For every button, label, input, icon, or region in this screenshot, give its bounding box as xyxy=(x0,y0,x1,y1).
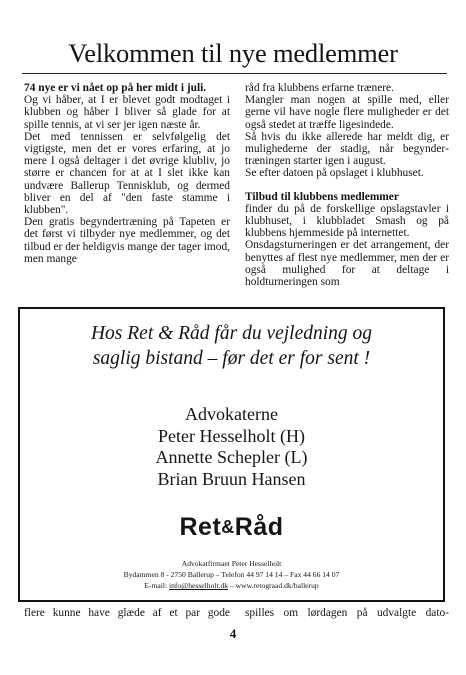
address-firm-line: Advokatfirmaet Peter Hesselholt xyxy=(181,559,282,568)
article-lead: 74 nye er vi nået op på her midt i juli. xyxy=(24,82,207,94)
article-paragraph: Det med tennissen er selvfølgelig det vigtigste, men det er vores erfaring, at jo mere I også deltager i det øvrige klubliv, jo større er chancen for at at I slet ikke kan undvære Ballerup Tennisklub, og dermed bliver en del af "den faste stamme i klubben". xyxy=(24,130,230,217)
article-left-column xyxy=(24,82,230,265)
article-paragraph: Se efter datoen på opslaget i klubhuset. xyxy=(245,167,424,180)
ret-og-raad-logo: Ret&Råd xyxy=(179,513,284,541)
article-paragraph: Den gratis begyndertræning på Tapeten er det først vi tilbyder nye medlemmer, og det tilbud er der heldigvis mange der tager imod, men mange xyxy=(24,216,230,265)
lawyer-name: Peter Hesselholt (H) xyxy=(158,425,305,446)
firm-block xyxy=(20,404,443,490)
article-continuation-right: spilles om lørdagen på udvalgte dato- xyxy=(245,607,449,619)
lawyer-advertisement xyxy=(18,307,445,602)
section-subheading: Tilbud til klubbens medlemmer xyxy=(245,190,399,203)
article-paragraph: Onsdagsturneringen er det arrangement, der benyttes af flest nye medlemmer, men der er også mulighed for at deltage i holdturneringen som xyxy=(245,239,449,289)
address-web-line: E-mail: info@hesselholt.dk – www.retograad.dk/ballerup xyxy=(144,581,319,590)
title-rule xyxy=(22,73,447,74)
article-continuation-left: flere kunne have glæde af et par gode xyxy=(24,607,230,619)
firm-name: Advokaterne xyxy=(185,404,278,424)
web-address: – www.retograad.dk/ballerup xyxy=(228,581,319,590)
lawyer-name: Brian Bruun Hansen xyxy=(157,468,306,489)
address-contact-line: Bydammen 8 - 2750 Ballerup – Telefon 44 97 14 14 – Fax 44 66 14 07 xyxy=(123,570,340,579)
article-paragraph: finder du på de forskellige opslagstavler i klubhuset, i klubbladet Smash og på klubbens hjemmeside på internettet. xyxy=(245,202,449,240)
ad-headline-line: Hos Ret & Råd får du vejledning og xyxy=(90,323,373,344)
ad-headline-line: saglig bistand – før det er for sent ! xyxy=(92,348,371,369)
ad-headline xyxy=(20,321,443,371)
lawyer-name: Annette Schepler (L) xyxy=(155,447,308,467)
article-paragraph: Og vi håber, at I er blevet godt modtaget i klubben og håber I bliver så glade for at spille tennis, at vi ser jer igen næste år. xyxy=(24,94,230,131)
email-link[interactable]: info@hesselholt.dk xyxy=(168,581,229,590)
firm-address xyxy=(20,558,443,591)
article-paragraph: Så hvis du ikke allerede har meldt dig, er mulighederne der stadig, når begyndertræningen starter igen i august. xyxy=(245,130,449,168)
page-title: Velkommen til nye medlemmer xyxy=(68,38,398,68)
article-paragraph: råd fra klubbens erfarne trænere. xyxy=(245,82,394,94)
article-paragraph: Mangler man nogen at spille med, eller gerne vil have nogle flere muligheder er det også stedet at træffe ligesindede. xyxy=(245,94,449,131)
page-number: 4 xyxy=(229,626,237,641)
article-right-column xyxy=(245,82,449,288)
